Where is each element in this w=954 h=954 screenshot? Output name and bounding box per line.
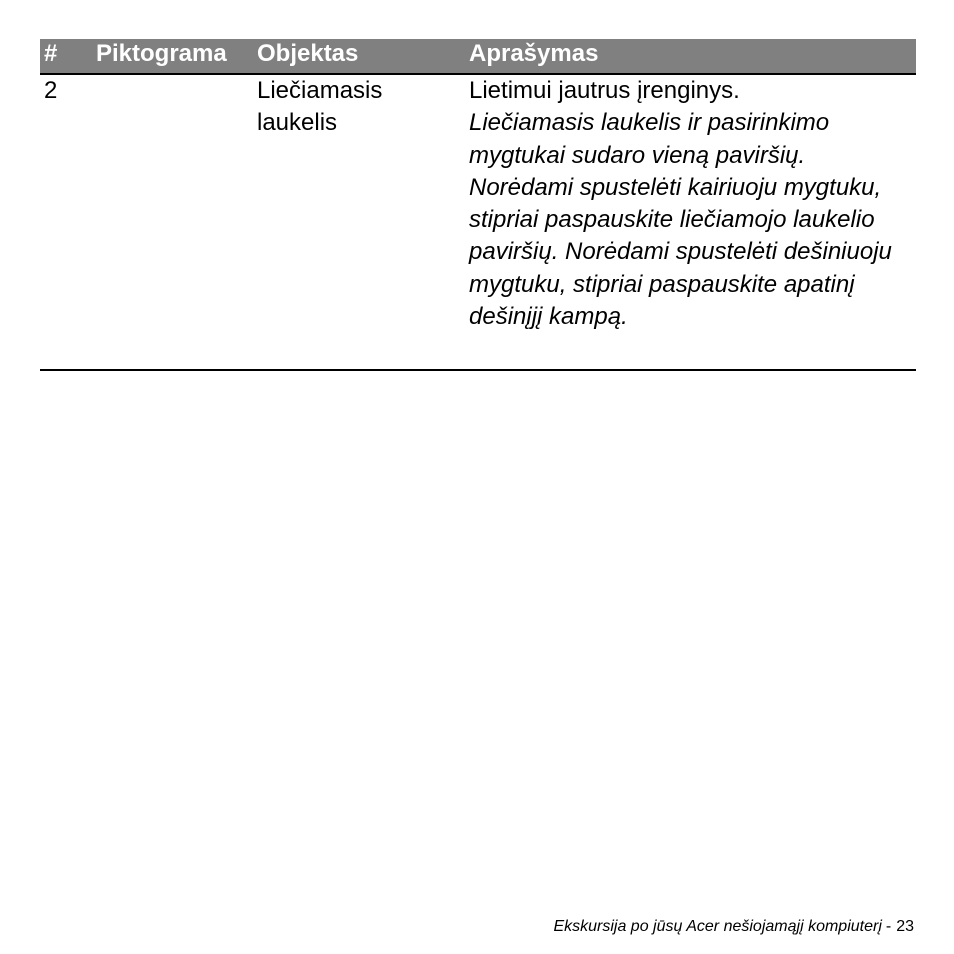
cell-description xyxy=(469,75,914,333)
header-number: # xyxy=(44,40,58,67)
description-summary: Lietimui jautrus įrenginys. xyxy=(469,77,740,104)
page-footer xyxy=(553,918,914,936)
header-description: Aprašymas xyxy=(469,40,599,67)
table-header-row xyxy=(40,39,916,75)
description-details: Liečiamasis laukelis ir pasirinkimo mygtukai sudaro vieną paviršių. Norėdami spustelėti kairiuoju mygtuku, stipriai paspauskite liečiamojo laukelio paviršių. Norėdami spustelėti dešiniuoju mygtuku, stipriai paspauskite apatinį dešinįjį kampą. xyxy=(469,109,892,331)
cell-object: Liečiamasis laukelis xyxy=(257,77,383,137)
header-object: Objektas xyxy=(257,40,359,67)
table-row xyxy=(40,75,916,371)
footer-separator: - xyxy=(885,918,892,935)
header-icon: Piktograma xyxy=(96,40,227,67)
cell-number: 2 xyxy=(44,77,58,104)
footer-title: Ekskursija po jūsų Acer nešiojamąjį kompiuterį xyxy=(553,918,882,935)
components-table xyxy=(40,39,916,371)
page-number: 23 xyxy=(896,918,914,935)
